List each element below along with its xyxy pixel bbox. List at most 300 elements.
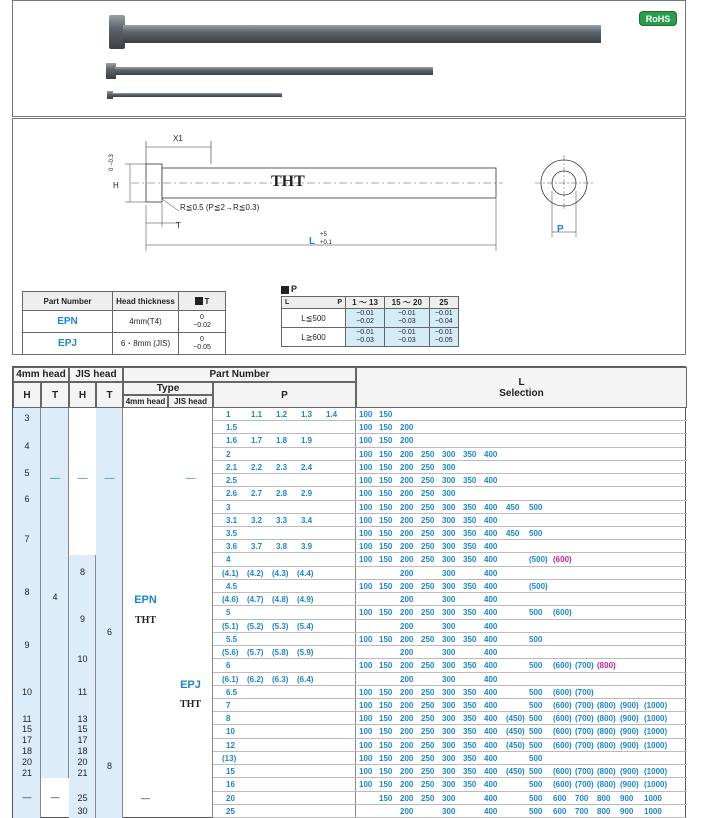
table-row	[213, 646, 687, 659]
l-value: 150	[379, 489, 393, 499]
l-value: 100	[359, 740, 373, 750]
l-value: 100	[359, 727, 373, 737]
l-value: 350	[463, 780, 477, 790]
type-bottom-dash: —	[141, 793, 150, 803]
p-value: 1.7	[251, 436, 263, 446]
l-value: 400	[484, 595, 498, 605]
l-value: 300	[442, 621, 456, 631]
hjis-value: 11	[77, 687, 88, 697]
table-row	[213, 580, 687, 593]
l-cell	[359, 514, 687, 526]
l-value: 350	[463, 700, 477, 710]
l-value: 900	[620, 793, 634, 803]
l-value: 350	[463, 502, 477, 512]
l-value: (450)	[506, 727, 525, 737]
l-value: 500	[529, 753, 543, 763]
l-value: 400	[484, 568, 498, 578]
table-row	[213, 527, 687, 540]
table-row	[213, 778, 687, 791]
l-value: 300	[442, 555, 456, 565]
l-value: 500	[529, 740, 543, 750]
l-value: 150	[379, 700, 393, 710]
pin-large-shaft	[123, 25, 601, 43]
p-value: 2.4	[301, 462, 313, 472]
l-value: 700	[575, 793, 589, 803]
hdr-type-4mm: 4mm head	[123, 395, 168, 408]
p-value: 3.4	[301, 515, 313, 525]
p-value: 1	[226, 410, 231, 419]
p-cell	[213, 448, 356, 460]
l-value: 200	[400, 674, 414, 684]
l-value: 200	[400, 634, 414, 644]
l-value: 500	[529, 529, 543, 539]
t-value-dash: —	[50, 792, 60, 802]
t-label: T	[176, 221, 181, 230]
l-cell	[359, 712, 687, 724]
l-value: (700)	[575, 780, 594, 790]
type-epj-tht: THT	[179, 699, 202, 710]
l-value: (800)	[597, 700, 616, 710]
l-value: 400	[484, 502, 498, 512]
l-cell	[359, 659, 687, 671]
l-cell	[359, 527, 687, 539]
l-value: 150	[379, 780, 393, 790]
l-value: 150	[379, 661, 393, 671]
hdr-type-jis: JIS head	[168, 395, 213, 408]
l-cell	[359, 434, 687, 446]
l-value: (1000)	[644, 714, 668, 724]
p-value: 1.5	[226, 423, 238, 433]
pin-small-shaft	[112, 93, 282, 97]
l-value: 400	[484, 780, 498, 790]
p-cell	[213, 673, 356, 685]
p-value: 3.6	[226, 542, 238, 552]
l-value: 300	[442, 793, 456, 803]
l-cell	[359, 752, 687, 764]
table-row	[213, 553, 687, 566]
l-value: (700)	[575, 661, 594, 671]
l-value: 200	[400, 687, 414, 697]
l-value: 250	[421, 489, 435, 499]
l-value: (900)	[620, 727, 639, 737]
hdr-t-4mm: T	[41, 382, 69, 408]
p-value: (5.8)	[272, 648, 289, 658]
l-value: 200	[400, 489, 414, 499]
ht-part-epn: EPN	[23, 311, 113, 333]
table-row	[213, 686, 687, 699]
l-value: 500	[529, 661, 543, 671]
l-value: 300	[442, 529, 456, 539]
l-value: (700)	[575, 700, 594, 710]
table-row	[213, 673, 687, 686]
h-value: 8	[24, 587, 30, 597]
l-value: 400	[484, 727, 498, 737]
l-value: 100	[359, 529, 373, 539]
l-tol-upper: +5	[320, 232, 327, 238]
l-value: (800)	[597, 727, 616, 737]
l-cell	[359, 739, 687, 751]
selection-rows	[213, 408, 687, 818]
pt-val: −0.01 −0.05	[429, 328, 459, 347]
l-value: 300	[442, 449, 456, 459]
l-value: (600)	[553, 780, 572, 790]
p-value: 3.8	[276, 542, 288, 552]
l-value: 400	[484, 767, 498, 777]
l-value: 300	[442, 727, 456, 737]
p-value: 2.9	[301, 489, 313, 499]
l-value: 250	[421, 476, 435, 486]
hdr-p: P	[213, 382, 356, 408]
l-value: 400	[484, 529, 498, 539]
p-value: (6.1)	[222, 674, 239, 684]
l-value: 350	[463, 476, 477, 486]
l-value: (600)	[553, 740, 572, 750]
table-row	[213, 765, 687, 778]
h-value: 21	[21, 768, 32, 778]
p-value: 2.8	[276, 489, 288, 499]
l-value: 500	[529, 727, 543, 737]
l-value: 200	[400, 700, 414, 710]
l-value: (900)	[620, 700, 639, 710]
h-value-dash: —	[22, 792, 32, 802]
p-value: 1.6	[226, 436, 238, 446]
l-value: 200	[400, 648, 414, 658]
l-value: 1000	[644, 806, 662, 816]
l-value: 100	[359, 489, 373, 499]
pt-col-2: 15 ～ 20	[385, 297, 429, 309]
l-value: 200	[400, 661, 414, 671]
l-value: 400	[484, 515, 498, 525]
l-value: (1000)	[644, 740, 668, 750]
l-cell	[359, 606, 687, 618]
table-row	[213, 725, 687, 738]
table-row	[213, 567, 687, 580]
p-cell	[213, 686, 356, 698]
hjis-value: 20	[77, 757, 88, 767]
p-value: 3.5	[226, 529, 238, 539]
l-cell	[359, 673, 687, 685]
l-value: (800)	[597, 780, 616, 790]
l-value: 300	[442, 476, 456, 486]
p-cell	[213, 553, 356, 565]
l-value: 200	[400, 806, 414, 816]
l-value: 350	[463, 555, 477, 565]
p-value: 3.9	[301, 542, 313, 552]
l-value: 100	[359, 780, 373, 790]
l-value: 150	[379, 767, 393, 777]
p-value: 4.5	[226, 581, 238, 591]
p-value: 1.2	[276, 410, 288, 419]
l-value: 400	[484, 608, 498, 618]
product-image-panel	[12, 0, 686, 117]
h-value: 15	[21, 724, 32, 734]
l-value: 200	[400, 515, 414, 525]
l-value: (600)	[553, 687, 572, 697]
pt-val: −0.01 −0.04	[429, 309, 459, 328]
l-value: (700)	[575, 687, 594, 697]
p-value: 3.2	[251, 515, 263, 525]
l-value: 500	[529, 608, 543, 618]
p-value: 3.3	[276, 515, 288, 525]
pt-col-3: 25	[429, 297, 459, 309]
l-cell	[359, 792, 687, 804]
l-value: 150	[379, 410, 393, 419]
l-value: 800	[597, 793, 611, 803]
l-tol-lower: +0.1	[320, 240, 332, 246]
tjis-value-8: 8	[106, 761, 112, 771]
l-value: (900)	[620, 714, 639, 724]
l-value: 400	[484, 793, 498, 803]
l-value: 400	[484, 687, 498, 697]
l-value: 350	[463, 740, 477, 750]
hjis-value: 9	[79, 614, 85, 624]
l-value: 450	[506, 502, 520, 512]
l-value: 200	[400, 753, 414, 763]
l-cell	[359, 461, 687, 473]
l-cell	[359, 567, 687, 579]
l-cell	[359, 699, 687, 711]
h-tolerance: 0 −0.3	[109, 154, 115, 171]
l-cell	[359, 580, 687, 592]
l-cell	[359, 633, 687, 645]
l-value: 100	[359, 476, 373, 486]
l-value: 350	[463, 727, 477, 737]
hdr-h-4mm: H	[13, 382, 41, 408]
h-value: 20	[21, 757, 32, 767]
l-cell	[359, 501, 687, 513]
p-cell	[213, 646, 356, 658]
hjis-value: 15	[77, 724, 88, 734]
p-value: 2.2	[251, 462, 263, 472]
p-value: (5.2)	[247, 621, 264, 631]
l-value: 250	[421, 687, 435, 697]
tjis-column	[96, 408, 123, 818]
l-value: 200	[400, 727, 414, 737]
p-tolerance-table	[281, 296, 459, 347]
l-value: (800)	[597, 740, 616, 750]
l-value: 400	[484, 476, 498, 486]
p-table-title: P	[281, 284, 297, 294]
hdr-jis-head: JIS head	[69, 367, 123, 382]
p-cell	[213, 659, 356, 671]
p-value: (4.3)	[272, 568, 289, 578]
l-value: 100	[359, 634, 373, 644]
l-value: 300	[442, 740, 456, 750]
l-value: 300	[442, 462, 456, 472]
l-value: 100	[359, 753, 373, 763]
table-row	[213, 659, 687, 672]
pt-corner: L P	[282, 297, 346, 309]
l-value: 200	[400, 595, 414, 605]
l-value: 200	[400, 568, 414, 578]
h-label: H	[113, 181, 119, 190]
l-value: 100	[359, 714, 373, 724]
p-value: (4.7)	[247, 595, 264, 605]
l-value: (900)	[620, 740, 639, 750]
p-value: (5.3)	[272, 621, 289, 631]
p-value: 1.1	[251, 410, 263, 419]
l-value: 500	[529, 780, 543, 790]
l-value: 250	[421, 581, 435, 591]
p-value: (5.7)	[247, 648, 264, 658]
type-epj: EPJ	[180, 679, 201, 691]
l-cell	[359, 646, 687, 658]
p-cell	[213, 514, 356, 526]
p-value: 3.1	[226, 515, 238, 525]
l-value: 200	[400, 462, 414, 472]
hjis-value: 30	[77, 806, 88, 816]
p-cell	[213, 434, 356, 446]
h-value: 6	[24, 494, 30, 504]
p-cell	[213, 765, 356, 777]
p-value: 7	[226, 700, 231, 710]
l-value: (500)	[529, 581, 548, 591]
p-value: 10	[226, 727, 235, 737]
l-value: 200	[400, 555, 414, 565]
l-value: 500	[529, 634, 543, 644]
hjis-value: 10	[77, 654, 88, 664]
pin-medium-shaft	[115, 67, 433, 75]
hdr-h-jis: H	[69, 382, 96, 408]
l-cell	[359, 487, 687, 499]
pt-row-500: L≦500	[282, 309, 346, 328]
table-row	[213, 792, 687, 805]
l-value: 100	[359, 555, 373, 565]
p-value: 4	[226, 555, 231, 565]
l-value: 300	[442, 595, 456, 605]
hdr-type: Type	[123, 382, 213, 395]
p-value: 8	[226, 714, 231, 724]
h-value: 17	[21, 735, 32, 745]
l-value: 250	[421, 793, 435, 803]
h-value: 10	[21, 687, 32, 697]
l-value: 200	[400, 423, 414, 433]
p-value: 3.7	[251, 542, 263, 552]
l-value: 300	[442, 700, 456, 710]
p-cell	[213, 712, 356, 724]
ht-thick-epn: 4mm(T4)	[113, 311, 179, 333]
l-value: (700)	[575, 767, 594, 777]
l-value: 400	[484, 542, 498, 552]
drawing-panel	[12, 118, 686, 355]
l-value: 900	[620, 806, 634, 816]
l-value: 500	[529, 767, 543, 777]
l-cell	[359, 474, 687, 486]
p-cell	[213, 540, 356, 552]
hdr-part-number: Part Number	[123, 367, 356, 382]
l-value: 150	[379, 581, 393, 591]
x1-label: X1	[173, 134, 183, 143]
l-value: 200	[400, 581, 414, 591]
p-value: 1.8	[276, 436, 288, 446]
t4-value: 4	[52, 592, 58, 602]
l-value: 400	[484, 581, 498, 591]
l-value: 450	[506, 529, 520, 539]
l-value: 250	[421, 542, 435, 552]
hdr-4mm-head: 4mm head	[13, 367, 69, 382]
l-value: 300	[442, 608, 456, 618]
type-column	[123, 408, 213, 818]
l-value: 100	[359, 767, 373, 777]
p-value: 2.7	[251, 489, 263, 499]
l-value: (1000)	[644, 700, 668, 710]
radius-note: R≦0.5 (P≦2→R≦0.3)	[180, 203, 260, 212]
l-value: 200	[400, 476, 414, 486]
h-value: 4	[24, 441, 30, 451]
l-value: 500	[529, 806, 543, 816]
p-value: 1.3	[301, 410, 313, 419]
l-value: 150	[379, 793, 393, 803]
table-row	[213, 474, 687, 487]
hjis-value: 13	[77, 714, 88, 724]
l-value: 300	[442, 687, 456, 697]
l-value: 150	[379, 449, 393, 459]
l-value: (900)	[620, 767, 639, 777]
l-value: 150	[379, 740, 393, 750]
table-row	[213, 699, 687, 712]
l-cell	[359, 540, 687, 552]
p-cell	[213, 527, 356, 539]
l-value: 350	[463, 687, 477, 697]
l-value: 250	[421, 608, 435, 618]
l-value: (600)	[553, 714, 572, 724]
l-cell	[359, 421, 687, 433]
selection-table	[12, 366, 686, 818]
l-value: 100	[359, 661, 373, 671]
head-thickness-table	[22, 291, 226, 355]
l-value: 250	[421, 502, 435, 512]
l-value: 350	[463, 542, 477, 552]
l-value: 400	[484, 753, 498, 763]
l-value: 250	[421, 740, 435, 750]
l-value: 250	[421, 700, 435, 710]
l-value: 150	[379, 423, 393, 433]
l-value: 400	[484, 806, 498, 816]
p-value: 6.5	[226, 687, 238, 697]
l-value: 200	[400, 714, 414, 724]
l-value: (800)	[597, 714, 616, 724]
l-value: 400	[484, 634, 498, 644]
ht-thick-epj: 6・8mm (JIS)	[113, 333, 179, 355]
l-value: 150	[379, 634, 393, 644]
l-value: (1000)	[644, 780, 668, 790]
hjis-value: 21	[77, 768, 88, 778]
l-value: 500	[529, 502, 543, 512]
l-value: 350	[463, 753, 477, 763]
l-cell	[359, 805, 687, 817]
l-value: 200	[400, 608, 414, 618]
l-value: 300	[442, 515, 456, 525]
p-value: (4.6)	[222, 595, 239, 605]
table-row	[213, 593, 687, 606]
l-value: (450)	[506, 767, 525, 777]
l-value: 300	[442, 542, 456, 552]
l-value: 800	[597, 806, 611, 816]
hjis-value: 18	[77, 746, 88, 756]
l-value: 150	[379, 529, 393, 539]
l-value: 350	[463, 767, 477, 777]
p-value: (4.9)	[297, 595, 314, 605]
l-value: 300	[442, 648, 456, 658]
l-value: 350	[463, 714, 477, 724]
l-value: 250	[421, 753, 435, 763]
l-value: 100	[359, 687, 373, 697]
l-value: 400	[484, 661, 498, 671]
p-cell	[213, 487, 356, 499]
l-value: 150	[379, 542, 393, 552]
l-cell	[359, 593, 687, 605]
l-value: 350	[463, 449, 477, 459]
